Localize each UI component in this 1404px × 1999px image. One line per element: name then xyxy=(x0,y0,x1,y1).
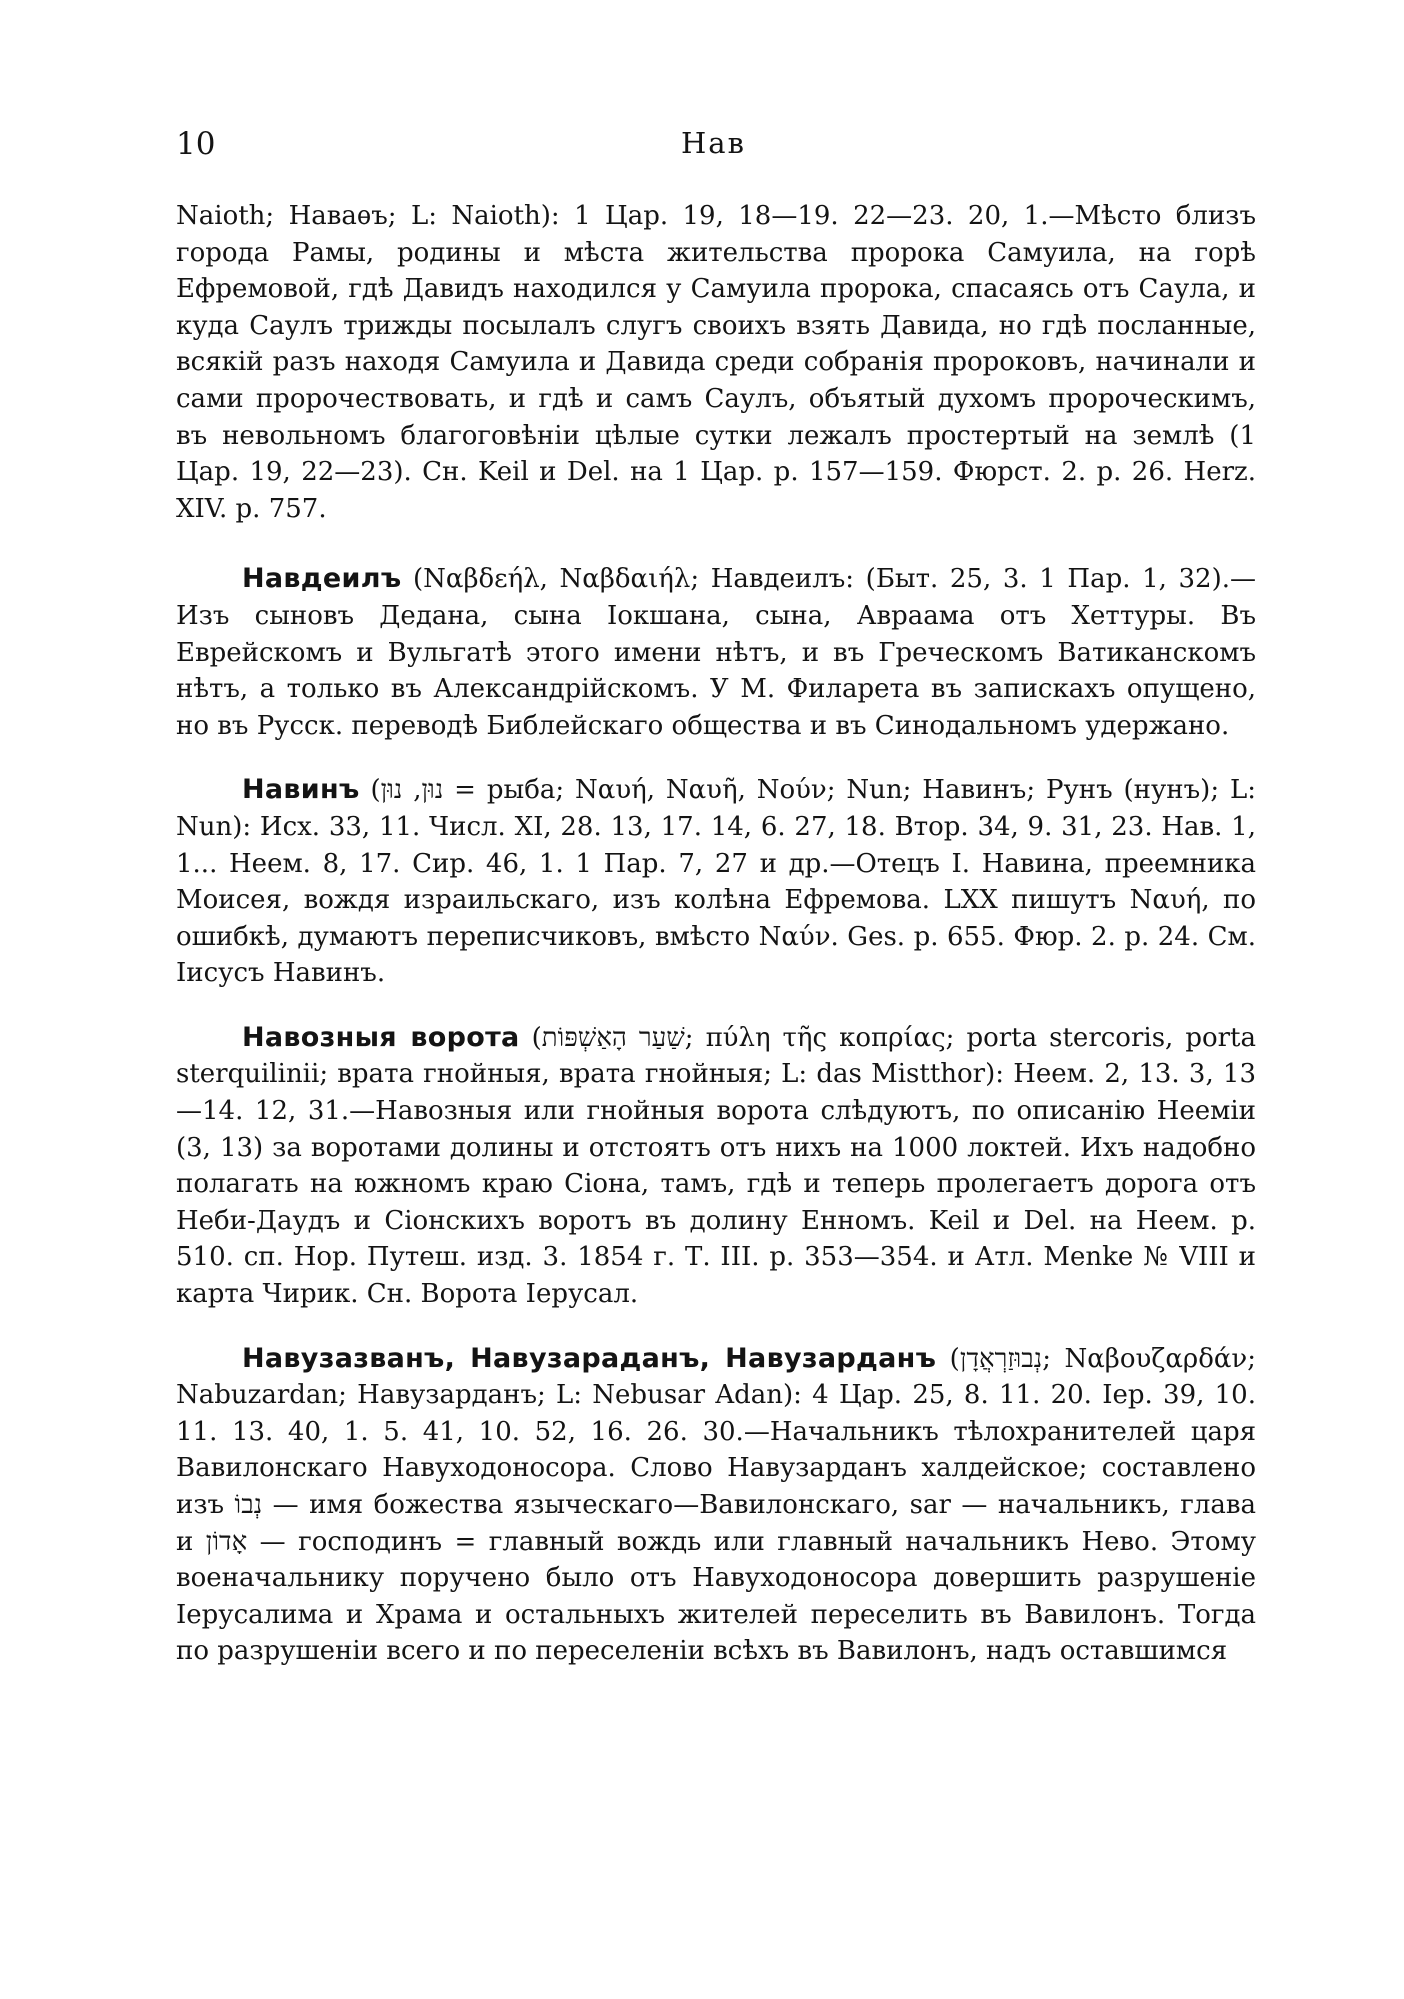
entry-text: (נְבוּזַרְאֲדָן; Ναβουζαρδάν; Nabuzardan; Навузарданъ; L: Nebusar Adan): 4 Цар. 25, 8. 11. 20. Іер. 39, 10. 11. 13. 40, 1. 5. 41, 10. 52, 16. 26. 30.—Начальникъ тѣлохранителей царя Вавилонскаго Навуходоносора. Слово Навузарданъ халдейское; составлено изъ נְבוֹ — имя божества языческаго—Вавилонскаго, sar — начальникъ, глава и אָדוֹן — господинъ = главный вождь или главный начальникъ Нево. Этому военачальнику поручено было отъ Навуходоносора довершить разрушеніе Іерусалима и Храма и остальныхъ жителей переселить въ Вавилонъ. Тогда по разрушеніи всего и по переселеніи всѣхъ въ Вавилонъ, надъ оставшимся xyxy=(176,1343,1257,1667)
entry-text: (Ναβδεήλ, Ναβδαιήλ; Навдеилъ: (Быт. 25, 3. 1 Пар. 1, 32).—Изъ сыновъ Дедана, сына Іокшана, сына, Авраама отъ Хеттуры. Въ Еврейскомъ и Вульгатѣ этого имени нѣтъ, и въ Греческомъ Ватиканскомъ нѣтъ, а только въ Александрійскомъ. У М. Филарета въ запискахъ опущено, но въ Русск. переводѣ Библейскаго общества и въ Синодальномъ удержано. xyxy=(176,564,1256,741)
entry-headword: Навозныя ворота xyxy=(242,1021,520,1053)
entry-navoznyya-vorota xyxy=(176,1020,1256,1313)
entry-headword: Навдеилъ xyxy=(242,563,402,595)
entry-naioth-continuation xyxy=(176,198,1256,527)
running-head xyxy=(176,118,1256,178)
entry-text: (נוּן, נוּן = рыба; Ναυή, Ναυῆ, Νούν; Nun; Навинъ; Рунъ (нунъ); L: Nun): Исх. 33, 11. Числ. XI, 28. 13, 17. 14, 6. 27, 18. Втор. 34, 9. 31, 23. Нав. 1, 1... Неем. 8, 17. Сир. 46, 1. 1 Пар. 7, 27 и др.—Отецъ І. Навина, преемника Моисея, вождя израильскаго, изъ колѣна Ефремова. LXX пишутъ Ναυή, по ошибкѣ, думаютъ переписчиковъ, вмѣсто Ναύν. Ges. p. 655. Фюр. 2. p. 24. См. Іисусъ Навинъ. xyxy=(176,775,1257,989)
entry-headword: Навинъ xyxy=(242,774,360,806)
entry-text: (שַׁעַר הָאַשְׁפּוֹת; πύλη τῆς κοπρίας; porta stercoris, porta sterquilinii; врата гнойныя, врата гнойныя; L: das Mistthor): Неем. 2, 13. 3, 13—14. 12, 31.—Навозныя или гнойныя ворота слѣдуютъ, по описанію Нееміи (3, 13) за воротами долины и отстоятъ отъ нихъ на 1000 локтей. Ихъ надобно полагать на южномъ краю Сіона, тамъ, гдѣ и теперь пролегаетъ дорога отъ Неби-Даудъ и Сіонскихъ воротъ въ долину Енномъ. Keil и Del. на Неем. p. 510. сп. Нор. Путеш. изд. 3. 1854 г. Т. III. p. 353—354. и Атл. Menke № VIII и карта Чирик. Сн. Ворота Іерусал. xyxy=(176,1022,1257,1310)
entry-navuzardan xyxy=(176,1341,1256,1670)
entry-navdeil xyxy=(176,561,1256,744)
entry-navin xyxy=(176,772,1256,992)
running-head-word: Нав xyxy=(681,126,746,160)
dictionary-page xyxy=(176,118,1256,1698)
entry-headword: Навузазванъ, Навузараданъ, Навузарданъ xyxy=(242,1342,937,1374)
entry-text: Naioth; Наваѳъ; L: Naioth): 1 Цар. 19, 18—19. 22—23. 20, 1.—Мѣсто близъ города Рамы, родины и мѣста жительства пророка Самуила, на горѣ Ефремовой, гдѣ Давидъ находился у Самуила пророка, спасаясь отъ Саула, и куда Саулъ трижды посылалъ слугъ своихъ взять Давида, но гдѣ посланные, всякій разъ находя Самуила и Давида среди собранія пророковъ, начинали и сами пророчествовать, и гдѣ и самъ Саулъ, объятый духомъ пророческимъ, въ невольномъ благоговѣніи цѣлые сутки лежалъ простертый на землѣ (1 Цар. 19, 22—23). Сн. Keil и Del. на 1 Цар. p. 157—159. Фюрст. 2. p. 26. Herz. XIV. p. 757. xyxy=(176,201,1256,524)
page-number: 10 xyxy=(176,126,216,162)
